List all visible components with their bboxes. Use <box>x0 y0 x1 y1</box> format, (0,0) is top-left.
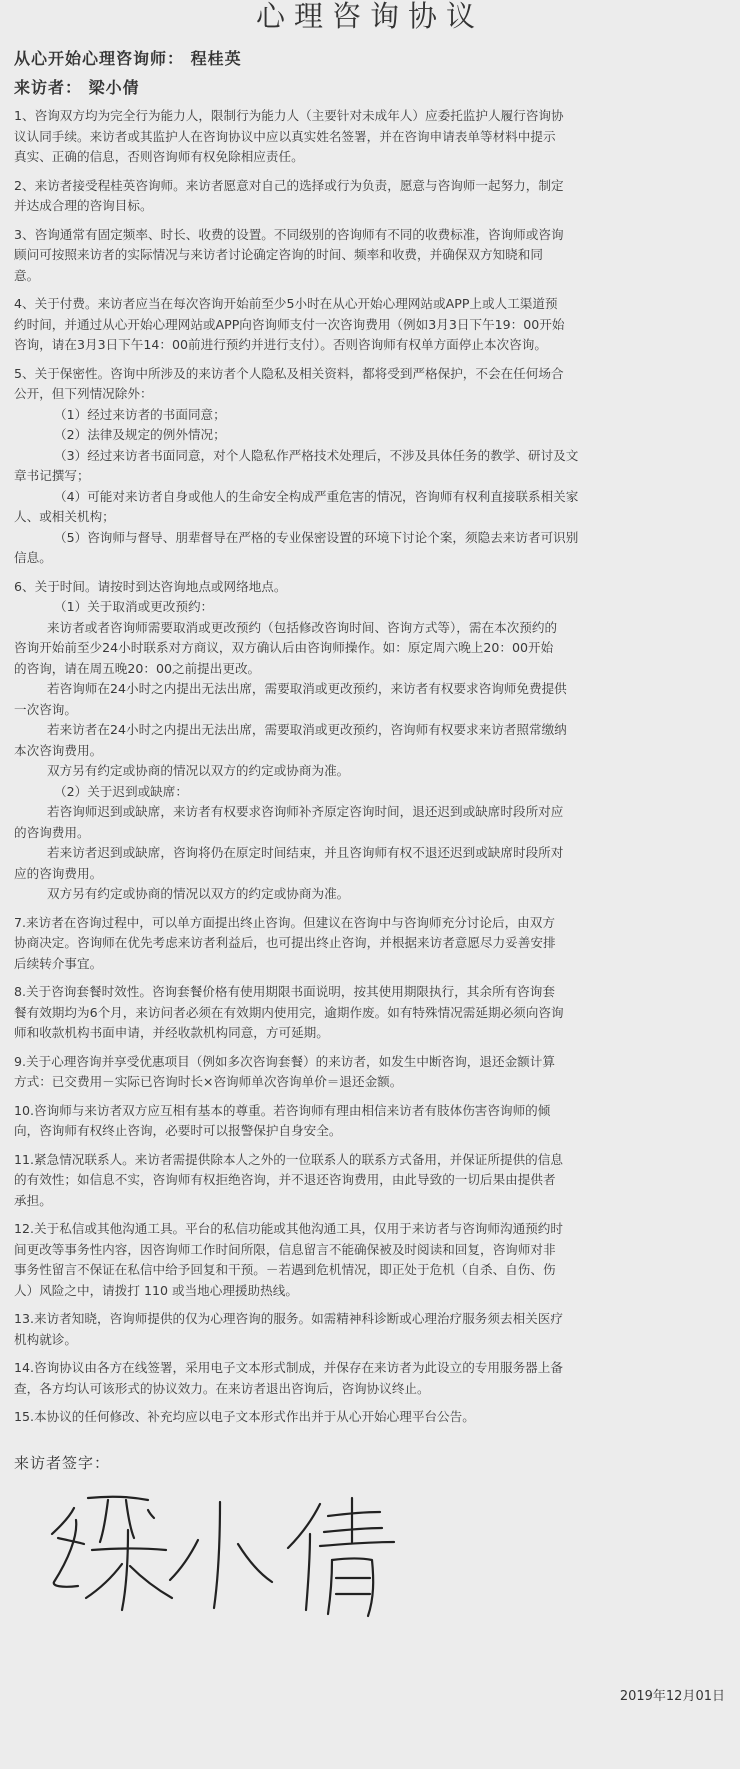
signature-label: 来访者签字： <box>14 1454 111 1472</box>
clause-line: 2、来访者接受程桂英咨询师。来访者愿意对自己的选择或行为负责，愿意与咨询师一起努力，制定 <box>14 177 564 193</box>
clause-paragraph <box>14 1052 730 1093</box>
clause-line: （1）关于取消或更改预约： <box>54 599 214 614</box>
clause-line: 12.关于私信或其他沟通工具。平台的私信功能或其他沟通工具，仅用于来访者与咨询师沟通预约时 <box>14 1221 563 1236</box>
signature-date: 2019年12月01日 <box>619 1689 725 1704</box>
clause-paragraph <box>14 1219 730 1301</box>
clause-line: 的咨询费用。 <box>14 824 90 840</box>
clause-line: （5）咨询师与督导、朋辈督导在严格的专业保密设置的环境下讨论个案，须隐去来访者可识别 <box>54 529 579 545</box>
agreement-body <box>14 106 730 1436</box>
clause-line: 后续转介事宜。 <box>14 955 103 971</box>
clause-line: 来访者或者咨询师需要取消或更改预约（包括修改咨询时间、咨询方式等），需在本次预约的 <box>47 619 558 635</box>
clause-line: 若咨询师在24小时之内提出无法出席，需要取消或更改预约，来访者有权要求咨询师免费提供 <box>47 681 567 696</box>
clause-line: （4）可能对来访者自身或他人的生命安全构成严重危害的情况，咨询师有权利直接联系相关家 <box>54 488 579 504</box>
clause-paragraph <box>14 225 730 287</box>
clause-line: 8.关于咨询套餐时效性。咨询套餐价格有使用期限书面说明，按其使用期限执行，其余所有咨询套 <box>14 984 555 999</box>
clause-paragraph <box>14 913 730 975</box>
clause-line: （2）法律及规定的例外情况； <box>54 427 226 442</box>
clause-line: 师和收款机构书面申请，并经收款机构同意，方可延期。 <box>14 1025 329 1040</box>
clause-line: 人）风险之中，请拨打 110 或当地心理援助热线。 <box>14 1282 298 1298</box>
clause-line: 并达成合理的咨询目标。 <box>14 198 153 213</box>
clause-line: 咨询开始前至少24小时联系对方商议，双方确认后由咨询师操作。如：原定周六晚上20：00开始 <box>14 640 554 655</box>
clause-paragraph <box>14 1101 730 1142</box>
clause-line: （1）经过来访者的书面同意； <box>54 406 226 422</box>
clause-line: 查，各方均认可该形式的协议效力。在来访者退出咨询后，咨询协议终止。 <box>14 1380 430 1396</box>
clause-line: 向，咨询师有权终止咨询，必要时可以报警保护自身安全。 <box>14 1123 342 1138</box>
clause-line: 9.关于心理咨询并享受优惠项目（例如多次咨询套餐）的来访者，如发生中断咨询，退还金额计算 <box>14 1053 555 1069</box>
clause-line: 若来访者迟到或缺席，咨询将仍在原定时间结束，并且咨询师有权不退还迟到或缺席时段所对 <box>47 845 564 860</box>
clause-line: 应的咨询费用。 <box>14 865 103 881</box>
clause-line: 方式：已交费用－实际已咨询时长×咨询师单次咨询单价＝退还金额。 <box>14 1074 403 1089</box>
clause-line: 承担。 <box>14 1192 52 1208</box>
clause-paragraph <box>14 577 730 905</box>
clause-line: 间更改等事务性内容，因咨询师工作时间所限，信息留言不能确保被及时阅读和回复，咨询师对非 <box>14 1241 556 1257</box>
clause-line: 15.本协议的任何修改、补充均应以电子文本形式作出并于从心开始心理平台公告。 <box>14 1409 475 1424</box>
clause-line: 信息。 <box>14 550 52 565</box>
clause-paragraph <box>14 982 730 1044</box>
clause-line: 协商决定。咨询师在优先考虑来访者利益后，也可提出终止咨询，并根据来访者意愿尽力妥善安排 <box>14 935 556 950</box>
clause-line: 章书记撰写； <box>14 468 90 483</box>
clause-line: （2）关于迟到或缺席： <box>54 783 188 799</box>
clause-line: 咨询，请在3月3日下午14：00前进行预约并进行支付）。否则咨询师有权单方面停止本次咨询。 <box>14 337 547 352</box>
clause-line: 公开，但下列情况除外： <box>14 386 153 401</box>
clause-line: 1、咨询双方均为完全行为能力人，限制行为能力人（主要针对未成年人）应委托监护人履行咨询协 <box>14 108 564 123</box>
clause-line: 约时间，并通过从心开始心理网站或APP向咨询师支付一次咨询费用（例如3月3日下午19：00开始 <box>14 316 565 332</box>
clause-line: 的有效性；如信息不实，咨询师有权拒绝咨询，并不退还咨询费用，由此导致的一切后果由提供者 <box>14 1172 556 1187</box>
clause-line: 双方另有约定或协商的情况以双方的约定或协商为准。 <box>47 763 350 778</box>
clause-line: 10.咨询师与来访者双方应互相有基本的尊重。若咨询师有理由相信来访者有肢体伤害咨询师的倾 <box>14 1102 551 1118</box>
clause-line: 4、关于付费。来访者应当在每次咨询开始前至少5小时在从心开始心理网站或APP上或人工渠道预 <box>14 296 558 311</box>
clause-line: 若来访者在24小时之内提出无法出席，需要取消或更改预约，咨询师有权要求来访者照常缴纳 <box>47 722 567 737</box>
clause-line: 的咨询，请在周五晚20：00之前提出更改。 <box>14 660 261 676</box>
clause-paragraph <box>14 1309 730 1350</box>
clause-line: 5、关于保密性。咨询中所涉及的来访者个人隐私及相关资料，都将受到严格保护，不会在任何场合 <box>14 365 564 381</box>
clause-paragraph <box>14 176 730 217</box>
clause-line: 双方另有约定或协商的情况以双方的约定或协商为准。 <box>47 886 350 901</box>
clause-line: 14.咨询协议由各方在线签署，采用电子文本形式制成，并保存在来访者为此设立的专用服务器上备 <box>14 1360 563 1375</box>
clause-paragraph <box>14 1358 730 1399</box>
clause-paragraph <box>14 364 730 569</box>
clause-line: 议认同手续。来访者或其监护人在咨询协议中应以真实姓名签署，并在咨询申请表单等材料中提示 <box>14 128 556 144</box>
clause-line: 一次咨询。 <box>14 701 77 717</box>
clause-line: 顾问可按照来访者的实际情况与来访者讨论确定咨询的时间、频率和收费，并确保双方知晓和同 <box>14 247 543 262</box>
clause-line: 真实、正确的信息，否则咨询师有权免除相应责任。 <box>14 149 304 164</box>
client-line: 来访者： 梁小倩 <box>14 78 140 97</box>
clause-line: 13.来访者知晓，咨询师提供的仅为心理咨询的服务。如需精神科诊断或心理治疗服务须去相关医疗 <box>14 1311 563 1326</box>
clause-line: 6、关于时间。请按时到达咨询地点或网络地点。 <box>14 578 287 594</box>
clause-line: （3）经过来访者书面同意，对个人隐私作严格技术处理后，不涉及具体任务的教学、研讨及文 <box>54 447 579 463</box>
clause-paragraph <box>14 1150 730 1212</box>
clause-line: 意。 <box>14 267 40 283</box>
clause-paragraph <box>14 1407 730 1428</box>
clause-line: 本次咨询费用。 <box>14 742 103 758</box>
counselor-line: 从心开始心理咨询师： 程桂英 <box>14 49 242 68</box>
clause-paragraph <box>14 106 730 168</box>
clause-line: 餐有效期均为6个月，来访问者必须在有效期内使用完，逾期作废。如有特殊情况需延期必须向咨询 <box>14 1004 564 1020</box>
document-title: 心理咨询协议 <box>255 0 484 33</box>
clause-line: 3、咨询通常有固定频率、时长、收费的设置。不同级别的咨询师有不同的收费标准，咨询师或咨询 <box>14 226 564 242</box>
clause-line: 机构就诊。 <box>14 1331 77 1347</box>
clause-line: 若咨询师迟到或缺席，来访者有权要求咨询师补齐原定咨询时间，退还迟到或缺席时段所对应 <box>47 804 564 819</box>
clause-line: 事务性留言不保证在私信中给予回复和干预。－若遇到危机情况，即正处于危机（自杀、自伤、伤 <box>14 1262 556 1277</box>
clause-line: 11.紧急情况联系人。来访者需提供除本人之外的一位联系人的联系方式备用，并保证所提供的信息 <box>14 1151 563 1167</box>
clause-line: 7.来访者在咨询过程中，可以单方面提出终止咨询。但建议在咨询中与咨询师充分讨论后，由双方 <box>14 914 555 930</box>
clause-paragraph <box>14 294 730 356</box>
handwritten-signature <box>48 1490 428 1620</box>
clause-line: 人、或相关机构； <box>14 509 115 524</box>
